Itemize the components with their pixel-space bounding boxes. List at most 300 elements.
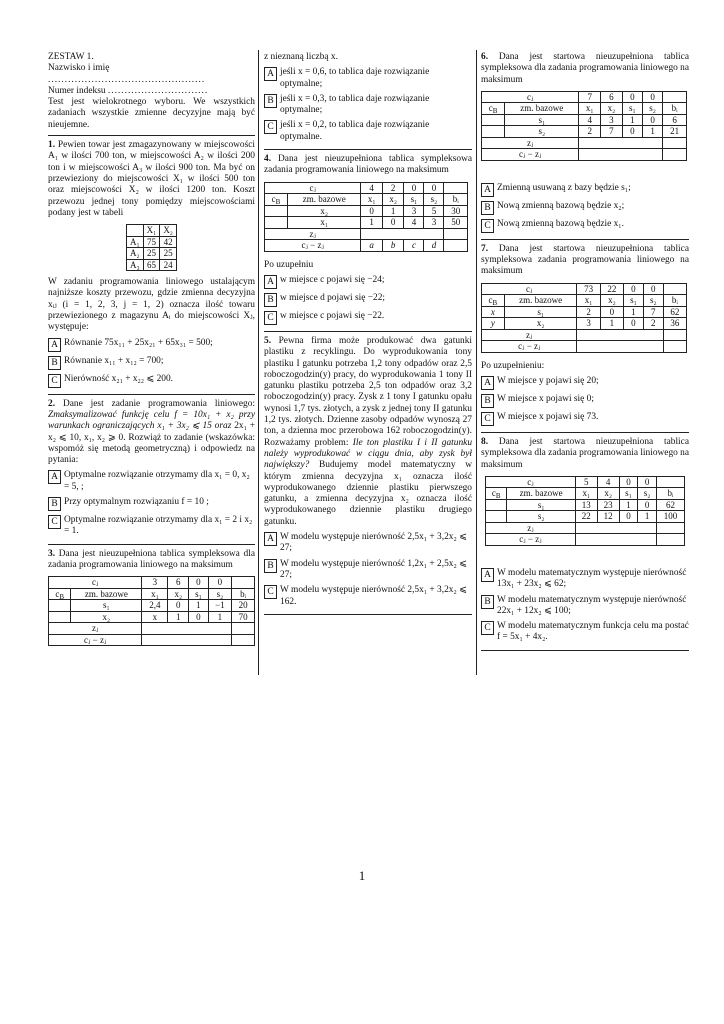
option-letter[interactable]: C	[481, 412, 494, 426]
option-text: Przy optymalnym rozwiązaniu f = 10 ;	[64, 497, 209, 508]
table-cell	[142, 623, 232, 635]
table-cell: x	[482, 306, 505, 318]
option-text: Zmienną usuwaną z bazy będzie s₁;	[497, 182, 631, 193]
table-cell: 22	[600, 283, 623, 295]
option-letter[interactable]: A	[264, 532, 277, 546]
table-cell: 1	[382, 205, 404, 217]
name-field[interactable]: ...............................................	[48, 74, 206, 85]
table-cell	[482, 114, 505, 126]
table-cell: 3	[601, 114, 623, 126]
table-cell: x₁	[575, 488, 597, 500]
table-cell: 73	[577, 283, 600, 295]
table-cell: 0	[624, 318, 644, 330]
simplex-table	[485, 476, 685, 546]
table-cell	[486, 511, 507, 523]
option-text: W miejsce x pojawi się 73.	[497, 412, 599, 423]
table-cell: 0	[638, 476, 657, 488]
option-text: w miejsce c pojawi się −24;	[280, 274, 385, 285]
table-cell: 1	[619, 499, 638, 511]
table-cell: 12	[597, 511, 619, 523]
table-cell: X₁	[143, 225, 160, 237]
option-c[interactable]	[264, 120, 472, 143]
table-cell	[482, 126, 505, 138]
table-cell	[444, 228, 468, 240]
table-cell: x₂	[168, 588, 189, 600]
simplex-table	[481, 91, 687, 161]
table-cell: 7	[579, 91, 601, 103]
table-cell: zm. bazowe	[507, 488, 575, 500]
option-text: Nową zmienną bazową będzie x₁.	[497, 218, 624, 229]
column-divider	[476, 50, 477, 675]
option-a[interactable]	[48, 338, 255, 352]
table-cell	[575, 534, 656, 546]
table-cell: s₂	[208, 588, 232, 600]
table-cell: 0	[622, 91, 642, 103]
table-cell: 3	[404, 205, 424, 217]
question-text-2: Po uzupełnieniu:	[481, 360, 545, 371]
table-cell	[579, 149, 663, 161]
table-cell	[656, 534, 684, 546]
table-cell	[577, 341, 663, 353]
option-text: Optymalne rozwiązanie otrzymamy dla x₁ = 0, x₂ = 5, ;	[64, 470, 250, 492]
table-cell: 62	[663, 306, 686, 318]
option-b[interactable]	[48, 356, 255, 370]
index-label: Numer indeksu	[48, 85, 106, 96]
table-cell: 20	[232, 600, 255, 612]
table-cell: 6	[168, 577, 189, 589]
table-cell: bᵢ	[232, 588, 255, 600]
option-letter[interactable]: A	[481, 183, 494, 197]
table-cell: 25	[143, 248, 160, 260]
option-letter[interactable]: C	[264, 120, 277, 134]
table-cell	[663, 329, 686, 341]
table-cell	[663, 283, 686, 295]
table-cell: s₂	[505, 126, 579, 138]
table-cell: cⱼ	[49, 577, 142, 589]
option-b[interactable]	[481, 201, 689, 215]
column-1	[48, 50, 255, 658]
table-cell: 0	[404, 182, 424, 194]
table-cell: bᵢ	[663, 295, 686, 307]
table-cell: x₂	[600, 295, 623, 307]
table-cell: b	[382, 240, 404, 252]
option-a[interactable]	[264, 532, 472, 555]
table-cell	[265, 205, 288, 217]
question-2	[48, 397, 255, 545]
table-cell: 5	[424, 205, 444, 217]
table-cell	[142, 634, 232, 646]
table-cell: 1	[638, 511, 657, 523]
option-c[interactable]	[264, 311, 472, 325]
table-cell: zm. bazowe	[288, 194, 361, 206]
table-cell: s₁	[619, 488, 638, 500]
table-cell: $c_B$	[486, 488, 507, 500]
test-title: ZESTAW 1.	[48, 52, 94, 62]
table-cell: x₁	[577, 295, 600, 307]
option-a[interactable]	[481, 568, 689, 591]
table-cell: s₂	[642, 103, 662, 115]
option-letter[interactable]: A	[264, 67, 277, 81]
option-text: W miejsce y pojawi się 20;	[497, 376, 599, 387]
table-cell: 4	[404, 217, 424, 229]
table-cell: 100	[656, 511, 684, 523]
table-cell: 1	[189, 600, 208, 612]
table-cell: 0	[382, 217, 404, 229]
question-1	[48, 138, 255, 395]
option-text: W modelu matematycznym funkcja celu ma postać f = 5x₁ + 4x₂.	[497, 621, 689, 643]
question-text-italic: Ile ton plastiku I i II gatunku należy wyprodukować w ciągu dnia, aby zysk był największy?	[264, 437, 473, 471]
table-cell: bᵢ	[444, 194, 468, 206]
question-number: 8.	[481, 437, 489, 448]
table-cell: 1	[361, 217, 383, 229]
table-cell: 25	[160, 248, 177, 260]
question-6	[481, 50, 689, 240]
simplex-table	[264, 182, 468, 252]
option-b[interactable]	[264, 293, 472, 307]
option-letter[interactable]: B	[48, 356, 61, 370]
table-cell: 1	[622, 114, 642, 126]
option-letter[interactable]: A	[48, 470, 61, 484]
question-number: 2.	[48, 398, 56, 409]
table-cell	[265, 217, 288, 229]
table-cell: 1	[624, 306, 644, 318]
table-cell: cⱼ − zⱼ	[49, 634, 142, 646]
option-text: W modelu występuje nierówność 1,2x₁ + 2,5x₂ ⩽ 27;	[280, 558, 467, 580]
table-cell: x₂	[504, 318, 577, 330]
option-text: W modelu występuje nierówność 2,5x₁ + 3,2x₂ ⩽ 162.	[280, 585, 467, 607]
table-cell	[49, 611, 71, 623]
option-c[interactable]	[481, 412, 689, 426]
page-number: 1	[358, 868, 366, 883]
option-letter[interactable]: C	[481, 219, 494, 233]
question-5	[264, 334, 472, 615]
simplex-table-wrap	[264, 182, 472, 252]
table-cell: 2,4	[142, 600, 168, 612]
table-cell	[663, 341, 686, 353]
option-text: Równanie 75x₁₁ + 25x₂₁ + 65x₃₁ = 500;	[64, 337, 213, 348]
table-cell: s₁	[622, 103, 642, 115]
question-text-2: W zadaniu programowania liniowego ustalającym najniższe koszty przewozu, gdzie zmienna decyzyjna xᵢⱼ (i = 1, 2, 3, j = 1, 2) oznacza ilość towaru przewiezionego z magazynu Aᵢ do miejscowości Xⱼ, występuje:	[48, 277, 255, 333]
option-c[interactable]	[481, 621, 689, 644]
table-cell	[663, 137, 687, 149]
table-cell: 21	[663, 126, 687, 138]
table-cell: x₁	[579, 103, 601, 115]
table-cell	[579, 137, 663, 149]
table-cell: a	[361, 240, 383, 252]
table-cell: 0	[619, 511, 638, 523]
table-cell: 3	[577, 318, 600, 330]
question-number: 7.	[481, 243, 489, 254]
table-cell	[656, 476, 684, 488]
table-cell: 2	[577, 306, 600, 318]
table-cell: 23	[597, 499, 619, 511]
table-cell	[663, 91, 687, 103]
table-cell: zⱼ	[482, 137, 579, 149]
table-cell: 3	[424, 217, 444, 229]
table-cell: 0	[208, 577, 232, 589]
option-letter[interactable]: A	[264, 275, 277, 289]
table-cell: s₂	[507, 511, 575, 523]
table-cell: c	[404, 240, 424, 252]
table-cell: 2	[579, 126, 601, 138]
question-text: Dana jest startowa nieuzupełniona tablica sympleksowa zadania programowania liniowego na maksimum	[481, 243, 689, 277]
table-cell: d	[424, 240, 444, 252]
option-letter[interactable]: B	[48, 497, 61, 511]
option-text: Równanie x₁₁ + x₁₂ = 700;	[64, 355, 164, 366]
option-letter[interactable]: B	[481, 201, 494, 215]
cost-table-wrap	[48, 224, 255, 271]
simplex-table-wrap	[48, 576, 255, 646]
table-cell: x₁	[361, 194, 383, 206]
table-cell: $c_B$	[49, 588, 71, 600]
table-cell: zm. bazowe	[505, 103, 579, 115]
intro-text: Test jest wielokrotnego wyboru. We wszystkich zadaniach wszystkie zmienne decyzyjne mają być nieujemne.	[48, 97, 255, 130]
option-a[interactable]	[481, 183, 689, 197]
table-cell: A₃	[127, 259, 144, 271]
question-text: Dana jest nieuzupełniona tablica sympleksowa dla zadania programowania liniowego na maksimum	[48, 548, 256, 570]
option-letter[interactable]: C	[48, 515, 61, 529]
table-cell: zⱼ	[482, 329, 577, 341]
table-cell: 6	[601, 91, 623, 103]
table-cell: 22	[575, 511, 597, 523]
option-letter[interactable]: A	[481, 376, 494, 390]
table-cell: 0	[189, 611, 208, 623]
table-cell: 2	[643, 318, 663, 330]
table-cell: 2	[382, 182, 404, 194]
table-cell: 6	[663, 114, 687, 126]
table-cell: s₁	[504, 306, 577, 318]
option-text: jeśli x = 0,3, to tablica daje rozwiązanie optymalne;	[280, 93, 430, 116]
table-cell: 0	[643, 283, 663, 295]
simplex-table	[481, 283, 687, 353]
table-cell: x₂	[288, 205, 361, 217]
option-b[interactable]	[48, 497, 255, 511]
option-letter[interactable]: C	[48, 374, 61, 388]
simplex-table-wrap	[481, 91, 689, 161]
table-cell: bᵢ	[656, 488, 684, 500]
option-b[interactable]	[264, 94, 472, 117]
table-cell: 13	[575, 499, 597, 511]
table-cell: $c_B$	[265, 194, 288, 206]
table-cell: 62	[656, 499, 684, 511]
table-cell	[444, 182, 468, 194]
table-cell: zⱼ	[265, 228, 361, 240]
table-cell: s₂	[638, 488, 657, 500]
table-cell	[656, 522, 684, 534]
table-cell: s₁	[404, 194, 424, 206]
option-text: W modelu matematycznym występuje nierówność 22x₁ + 12x₂ ⩽ 100;	[497, 594, 687, 616]
option-letter[interactable]: B	[264, 293, 277, 307]
question-text-2: Po uzupełniu	[264, 259, 314, 270]
question-7	[481, 242, 689, 433]
question-3-continued	[264, 50, 472, 150]
table-cell: 50	[444, 217, 468, 229]
question-4	[264, 152, 472, 332]
table-cell: x₁	[142, 588, 168, 600]
index-field[interactable]: ..............................	[107, 85, 209, 96]
option-letter[interactable]: B	[264, 94, 277, 108]
table-cell: 30	[444, 205, 468, 217]
option-a[interactable]	[481, 376, 689, 390]
table-cell: −1	[208, 600, 232, 612]
table-cell: $c_B$	[482, 295, 505, 307]
option-a[interactable]	[48, 470, 255, 493]
option-text: Nową zmienną bazową będzie x₂;	[497, 200, 625, 211]
table-cell: s₁	[189, 588, 208, 600]
option-letter[interactable]: C	[264, 585, 277, 599]
option-c[interactable]	[264, 585, 472, 608]
question-text: Pewien towar jest zmagazynowany w miejscowości A₁ w ilości 700 ton, w miejscowości A₂ w ilości 200 ton i w miejscowości A₃ w ilości 900 ton. Ma być on przewieziony do miejscowości X₁ w ilości 500 ton oraz miejscowości X₂ w ilości 1200 ton. Koszt przewozu jednej tony pomiędzy miejscowościami podany jest w tabeli	[48, 140, 255, 218]
table-cell: 0	[642, 114, 662, 126]
option-c[interactable]	[48, 374, 255, 388]
question-number: 5.	[264, 335, 272, 346]
option-letter[interactable]: B	[481, 595, 494, 609]
option-text: w miejsce c pojawi się −22.	[280, 310, 385, 321]
table-cell	[232, 623, 255, 635]
simplex-table-wrap	[481, 283, 689, 353]
column-divider	[258, 50, 259, 675]
table-cell	[486, 499, 507, 511]
table-cell: x₂	[597, 488, 619, 500]
option-letter[interactable]: B	[481, 394, 494, 408]
option-letter[interactable]: A	[481, 568, 494, 582]
question-number: 1.	[48, 140, 56, 151]
table-cell: X₂	[160, 225, 177, 237]
option-b[interactable]	[264, 559, 472, 582]
table-cell: x₂	[382, 194, 404, 206]
option-text: Optymalne rozwiązanie otrzymamy dla x₁ = 2 i x₂ = 1.	[64, 515, 253, 537]
option-letter[interactable]: B	[264, 559, 277, 573]
table-cell: 0	[600, 306, 623, 318]
column-3	[481, 50, 689, 653]
option-letter[interactable]: C	[481, 621, 494, 635]
table-cell: cⱼ	[486, 476, 576, 488]
table-cell: s₁	[507, 499, 575, 511]
option-text: W modelu matematycznym występuje nierówność 13x₁ + 23x₂ ⩽ 62;	[497, 567, 687, 590]
table-cell	[575, 522, 656, 534]
question-3	[48, 547, 255, 657]
table-cell: 1	[208, 611, 232, 623]
table-cell: 4	[579, 114, 601, 126]
table-cell: 5	[575, 476, 597, 488]
table-cell: s₂	[643, 295, 663, 307]
table-cell	[663, 149, 687, 161]
table-cell: 42	[160, 236, 177, 248]
table-cell: 0	[642, 91, 662, 103]
option-letter[interactable]: A	[48, 338, 61, 352]
name-label: Nazwisko i imię	[48, 63, 110, 74]
table-cell: x₂	[601, 103, 623, 115]
question-text-2: Budujemy model matematyczny w którym zmienna decyzyjna x₁ oznacza ilość wyprodukowanego dziennie plastiku pierwszego gatunku, a zmienna decyzyjna x₂ oznacza ilość wyprodukowanego dziennie plastiku drugiego gatunku.	[264, 460, 472, 527]
option-b[interactable]	[481, 595, 689, 618]
question-text-2: 2x₁ + x₂ ⩽ 10, x₁, x₂ ⩾ 0. Rozwiąż to zadanie (wskazówka: wspomóż się metodą geometryczną) i odpowiedz na pytania:	[48, 421, 256, 466]
table-cell: s₁	[71, 600, 142, 612]
table-cell: 7	[601, 126, 623, 138]
table-cell	[361, 228, 444, 240]
question-text-italic: Zmaksymalizować funkcję celu f = 10x₁ + x₂ przy warunkach ograniczających x₁ + 3x₂ ⩽ 15 oraz	[48, 409, 255, 432]
table-cell	[577, 329, 663, 341]
question-number: 3.	[48, 548, 56, 559]
table-cell	[127, 225, 144, 237]
table-cell: cⱼ − zⱼ	[486, 534, 576, 546]
question-text: Dana jest startowa nieuzupełniona tablica sympleksowa dla zadania programowania liniowego na maksimum	[481, 437, 690, 470]
table-cell: cⱼ − zⱼ	[265, 240, 361, 252]
table-cell: A₂	[127, 248, 144, 260]
index-row	[48, 86, 255, 97]
table-cell: zm. bazowe	[71, 588, 142, 600]
table-cell: cⱼ − zⱼ	[482, 149, 579, 161]
table-cell: 0	[424, 182, 444, 194]
option-b[interactable]	[481, 394, 689, 408]
table-cell: 0	[638, 499, 657, 511]
option-a[interactable]	[264, 67, 472, 90]
table-cell: 0	[624, 283, 644, 295]
table-cell: cⱼ	[482, 91, 579, 103]
option-text: w miejsce d pojawi się −22;	[280, 292, 386, 303]
table-cell: 1	[642, 126, 662, 138]
table-cell: 1	[168, 611, 189, 623]
option-c[interactable]	[481, 219, 689, 233]
question-text: Dane jest zadanie programowania liniowego:	[62, 398, 255, 409]
table-cell: cⱼ	[265, 182, 361, 194]
option-text: jeśli x = 0,2, to tablica daje rozwiązanie optymalne.	[280, 120, 430, 142]
question-number: 4.	[264, 154, 272, 165]
table-cell: 3	[142, 577, 168, 589]
table-cell: 0	[622, 126, 642, 138]
question-text: z nieznaną liczbą x.	[264, 52, 338, 62]
option-a[interactable]	[264, 275, 472, 289]
table-cell: 24	[160, 259, 177, 271]
question-8	[481, 435, 689, 651]
table-cell: zⱼ	[486, 522, 576, 534]
table-cell: y	[482, 318, 505, 330]
table-cell: x	[142, 611, 168, 623]
option-letter[interactable]: C	[264, 311, 277, 325]
table-cell: 4	[361, 182, 383, 194]
option-text: W miejsce x pojawi się 0;	[497, 394, 594, 405]
table-cell	[232, 577, 255, 589]
table-cell	[232, 634, 255, 646]
table-cell: 70	[232, 611, 255, 623]
table-cell: cⱼ	[482, 283, 577, 295]
question-text: Dana jest startowa nieuzupełniona tablica sympleksowa dla zadania programowania liniowego na maksimum	[481, 52, 690, 85]
question-text: Pewna firma może produkować dwa gatunki plastiku z recyklingu. Do wyprodukowania tony plastiku I gatunku potrzeba 1,2 tony odpadów oraz 2,5 roboczogodzin(y) pracy, do wyprodukowania 1 tony II gatunku plastiku potrzeba 2,5 ton odpadów oraz 3,2 roboczogodzin(y) pracy. Zysk z 1 tony I gatunku opału wynosi 1,7 tys. złotych, a zysk z jednej tony II gatunku 1,2 tys. złotych. Dzienne zasoby odpadów wynoszą 27 ton, a dzienna moc przerobowa 162 roboczogodzin(y). Rozważamy problem:	[264, 335, 472, 448]
table-cell	[444, 240, 468, 252]
column-2	[264, 50, 472, 617]
table-cell: 36	[663, 318, 686, 330]
table-cell: 0	[168, 600, 189, 612]
simplex-table-wrap	[481, 476, 689, 546]
table-cell: x₁	[288, 217, 361, 229]
table-cell	[49, 600, 71, 612]
table-cell: s₁	[505, 114, 579, 126]
option-text: jeśli x = 0,6, to tablica daje rozwiązanie optymalne;	[280, 67, 430, 89]
table-cell: 75	[143, 236, 160, 248]
table-cell: cⱼ − zⱼ	[482, 341, 577, 353]
table-cell: zⱼ	[49, 623, 142, 635]
table-cell: 65	[143, 259, 160, 271]
table-cell: 4	[597, 476, 619, 488]
table-cell: s₂	[424, 194, 444, 206]
table-cell: 7	[643, 306, 663, 318]
table-cell: 1	[600, 318, 623, 330]
option-text: W modelu występuje nierówność 2,5x₁ + 3,2x₂ ⩽ 27;	[280, 532, 467, 554]
table-cell: x₂	[71, 611, 142, 623]
table-cell: s₁	[624, 295, 644, 307]
question-text: Dana jest nieuzupełniona tablica sympleksowa zadania programowania liniowego na maksimum	[264, 154, 473, 176]
table-cell: 0	[619, 476, 638, 488]
option-c[interactable]	[48, 515, 255, 538]
